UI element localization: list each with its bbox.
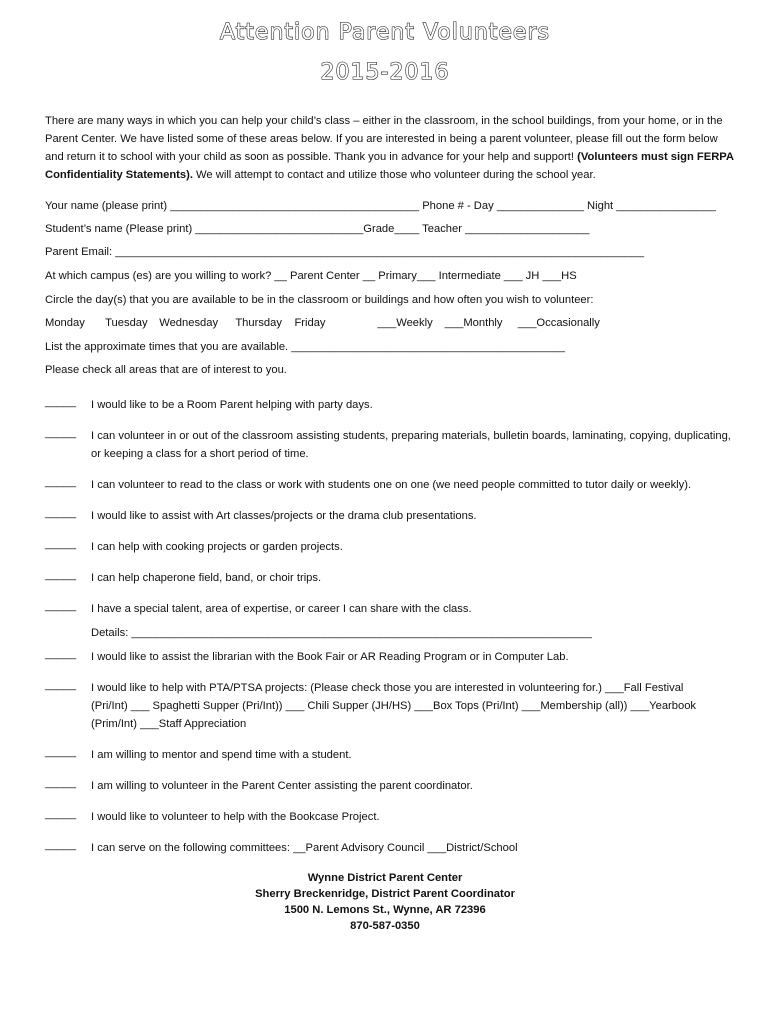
- day-friday[interactable]: Friday: [294, 317, 326, 329]
- checklist-item: I can help chaperone field, band, or choir trips.: [91, 572, 322, 584]
- intro-text: There are many ways in which you can help your child’s class – either in the classroom, in the school buildings, from your home, or in the Parent Center. We have listed some of these areas below. If you are interested in being a parent volunteer, please fill out the form below and return it to school with your child as soon as possible. Thank you in advance for your help and support!: [45, 115, 723, 163]
- footer-org: Wynne District Parent Center: [307, 872, 463, 884]
- checkbox-blank[interactable]: _____: [45, 808, 77, 820]
- days-row: [45, 317, 600, 329]
- checklist-item: I can help with cooking projects or garden projects.: [91, 541, 343, 553]
- day-monday[interactable]: Monday: [45, 317, 85, 329]
- details-line[interactable]: Details: __________________________________________________________________________: [91, 627, 592, 639]
- page-year: 2015-2016: [320, 60, 450, 85]
- checklist-item: I can serve on the following committees: __Parent Advisory Council ___District/School: [91, 842, 518, 854]
- checkbox-blank[interactable]: _____: [45, 569, 77, 581]
- checkbox-blank[interactable]: _____: [45, 476, 77, 488]
- checklist-item: I would like to be a Room Parent helping with party days.: [91, 399, 373, 411]
- intro-bold-note: (Volunteers must sign FERPA Confidentiality Statements).: [45, 151, 734, 181]
- checklist-item: I can volunteer in or out of the classroom assisting students, preparing materials, bulletin boards, laminating, copying, duplicating, or keeping a class for a short period of time.: [91, 430, 731, 460]
- freq-weekly[interactable]: ___Weekly: [377, 317, 433, 329]
- checkbox-blank[interactable]: _____: [45, 746, 77, 758]
- intro-after-text: We will attempt to contact and utilize those who volunteer during the school year.: [192, 169, 596, 181]
- checkbox-blank[interactable]: _____: [45, 538, 77, 550]
- email-line[interactable]: Parent Email: _____________________________________________________________________________________: [45, 246, 645, 258]
- checkbox-blank[interactable]: _____: [45, 839, 77, 851]
- times-line[interactable]: List the approximate times that you are available. ____________________________________________: [45, 341, 566, 353]
- student-line[interactable]: Student’s name (Please print) ___________________________Grade____ Teacher ____________________: [45, 223, 590, 235]
- checklist-item: I would like to help with PTA/PTSA projects: (Please check those you are interested in volunteering for.) ___Fall Festival (Pri/Int) ___ Spaghetti Supper (Pri/Int)) ___ Chili Supper (JH/HS) ___Box Tops (Pri/Int) ___Membership (all)) ___Yearbook (Prim/Int) ___Staff Appreciation: [91, 682, 697, 730]
- checklist-item: I would like to assist the librarian with the Book Fair or AR Reading Program or in Computer Lab.: [91, 651, 569, 663]
- checkbox-blank[interactable]: _____: [45, 600, 77, 612]
- checkbox-blank[interactable]: _____: [45, 679, 77, 691]
- day-thursday[interactable]: Thursday: [235, 317, 282, 329]
- checkbox-blank[interactable]: _____: [45, 648, 77, 660]
- freq-occasionally[interactable]: ___Occasionally: [517, 317, 600, 329]
- footer-coordinator: Sherry Breckenridge, District Parent Coordinator: [255, 888, 515, 900]
- checkbox-blank[interactable]: _____: [45, 507, 77, 519]
- page-title: Attention Parent Volunteers: [220, 20, 550, 45]
- name-phone-line[interactable]: Your name (please print) ________________________________________ Phone # - Day ______________ Night ________________: [45, 200, 716, 212]
- check-all-line: Please check all areas that are of interest to you.: [45, 364, 287, 376]
- checklist-item: I can volunteer to read to the class or work with students one on one (we need people committed to tutor daily or weekly).: [91, 479, 692, 491]
- circle-days-line: Circle the day(s) that you are available to be in the classroom or buildings and how often you wish to volunteer:: [45, 294, 594, 306]
- checklist-item: I am willing to volunteer in the Parent Center assisting the parent coordinator.: [91, 780, 473, 792]
- freq-monthly[interactable]: ___Monthly: [444, 317, 503, 329]
- campus-line[interactable]: At which campus (es) are you willing to work? __ Parent Center __ Primary___ Intermediate ___ JH ___HS: [45, 270, 577, 282]
- checklist-item: I am willing to mentor and spend time with a student.: [91, 749, 352, 761]
- intro-paragraph: [45, 112, 735, 184]
- day-tuesday[interactable]: Tuesday: [105, 317, 148, 329]
- checkbox-blank[interactable]: _____: [45, 427, 77, 439]
- checkbox-blank[interactable]: _____: [45, 396, 77, 408]
- day-wednesday[interactable]: Wednesday: [159, 317, 219, 329]
- footer-phone: 870-587-0350: [350, 920, 420, 932]
- checklist-item: I would like to volunteer to help with the Bookcase Project.: [91, 811, 380, 823]
- footer-address: 1500 N. Lemons St., Wynne, AR 72396: [284, 904, 486, 916]
- checkbox-blank[interactable]: _____: [45, 777, 77, 789]
- checklist-item: I have a special talent, area of expertise, or career I can share with the class.: [91, 603, 472, 615]
- checklist-item: I would like to assist with Art classes/projects or the drama club presentations.: [91, 510, 477, 522]
